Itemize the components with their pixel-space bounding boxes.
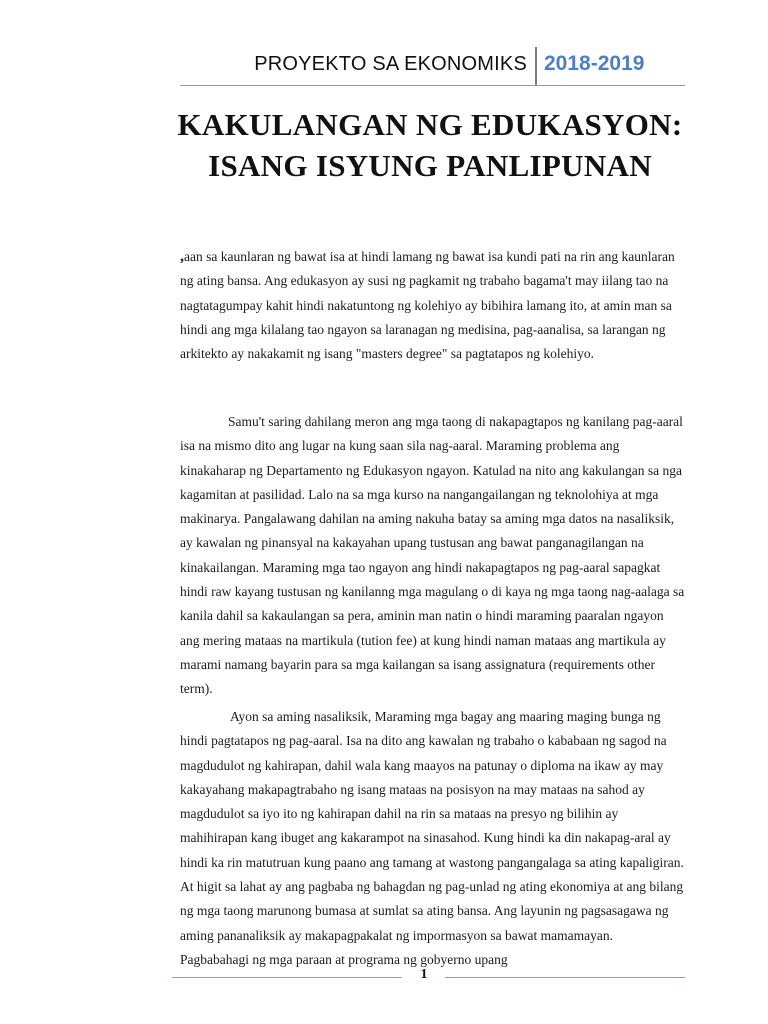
header-divider — [535, 47, 537, 85]
paragraph-1-text: aan sa kaunlaran ng bawat isa at hindi lamang ng bawat isa kundi pati na rin ang kaunlaran ng ating bansa. Ang edukasyon ay susi ng pagkamit ng trabaho bagama't may iilang tao na nagtatagumpay kahit hindi nakatuntong ng kolehiyo ay bibihira lamang ito, at amin man sa hindi ang mga kilalang tao ngayon sa laranagan ng medisina, pag-aanalisa, sa larangan ng arkitekto ay nakakamit ng isang "masters degree" sa pagtatapos ng kolehiyo. — [180, 249, 675, 362]
document-title: KAKULANGAN NG EDUKASYON: ISANG ISYUNG PANLIPUNAN — [177, 107, 683, 183]
footer-rule-left — [172, 977, 402, 978]
header-project-label: PROYEKTO SA EKONOMIKS — [254, 53, 527, 75]
footer-rule-right — [445, 977, 685, 978]
paragraph-1-lead-mark: , — [180, 248, 184, 265]
header-year: 2018-2019 — [544, 52, 645, 75]
paragraph-2: Samu't saring dahilang meron ang mga taong di nakapagtapos ng kanilang pag-aaral isa na mismo dito ang lugar na kung saan sila nag-aaral. Maraming problema ang kinakaharap ng Departamento ng Edukasyon ngayon. Katulad na nito ang kakulangan sa nga kagamitan at pasilidad. Lalo na sa mga kurso na nangangailangan ng teknolohiya at mga makinarya. Pangalawang dahilan na aming nakuha batay sa aming mga datos na nasaliksik, ay kawalan ng pinansyal na kakayahan upang tustusan ang bawat panganagilangan na kinakailangan. Maraming mga tao ngayon ang hindi nakapagtapos ng pag-aaral sapagkat hindi raw kayang tustusan ng kanilanng mga magulang o di kaya ng mga taong nag-aalaga sa kanila dahil sa kakaulangan sa pera, aminin man natin o hindi maraming paaralan ngayon ang mering mataas na martikula (tution fee) at kung hindi naman mataas ang martikula ay marami namang bayarin para sa mga kailangan sa isang assignatura (requirements other term). — [180, 414, 685, 697]
page-header — [180, 45, 685, 86]
paragraph-1 — [180, 245, 685, 366]
paragraph-3: Ayon sa aming nasaliksik, Maraming mga bagay ang maaring maging bunga ng hindi pagtatapos ng pag-aaral. Isa na dito ang kawalan ng trabaho o kababaan ng sagod na magdudulot ng kahirapan, dahil wala kang maayos na patunay o diploma na ikaw ay may kakayahang makapagtrabaho ng isang mataas na posisyon na may mataas na sahod ay magdudulot sa iyo ito ng kahirapan dahil na rin sa mataas na presyo ng bilihin ay mahihirapan kang ibuget ang kakarampot na sinasahod. Kung hindi ka din nakapag-aral ay hindi ka rin matutruan kung paano ang tamang at wastong pangangalaga sa ating kapaligiran. At higit sa lahat ay ang pagbaba ng bahagdan ng pag-unlad ng ating ekonomiya at ang bilang ng mga taong marunong bumasa at sumlat sa ating bansa. Ang layunin ng pagsasagawa ng aming pananaliksik ay makapagpakalat ng impormasyon sa bawat mamamayan. Pagbabahagi ng mga paraan at programa ng gobyerno upang — [180, 709, 684, 967]
page-number: 1 — [420, 967, 428, 982]
